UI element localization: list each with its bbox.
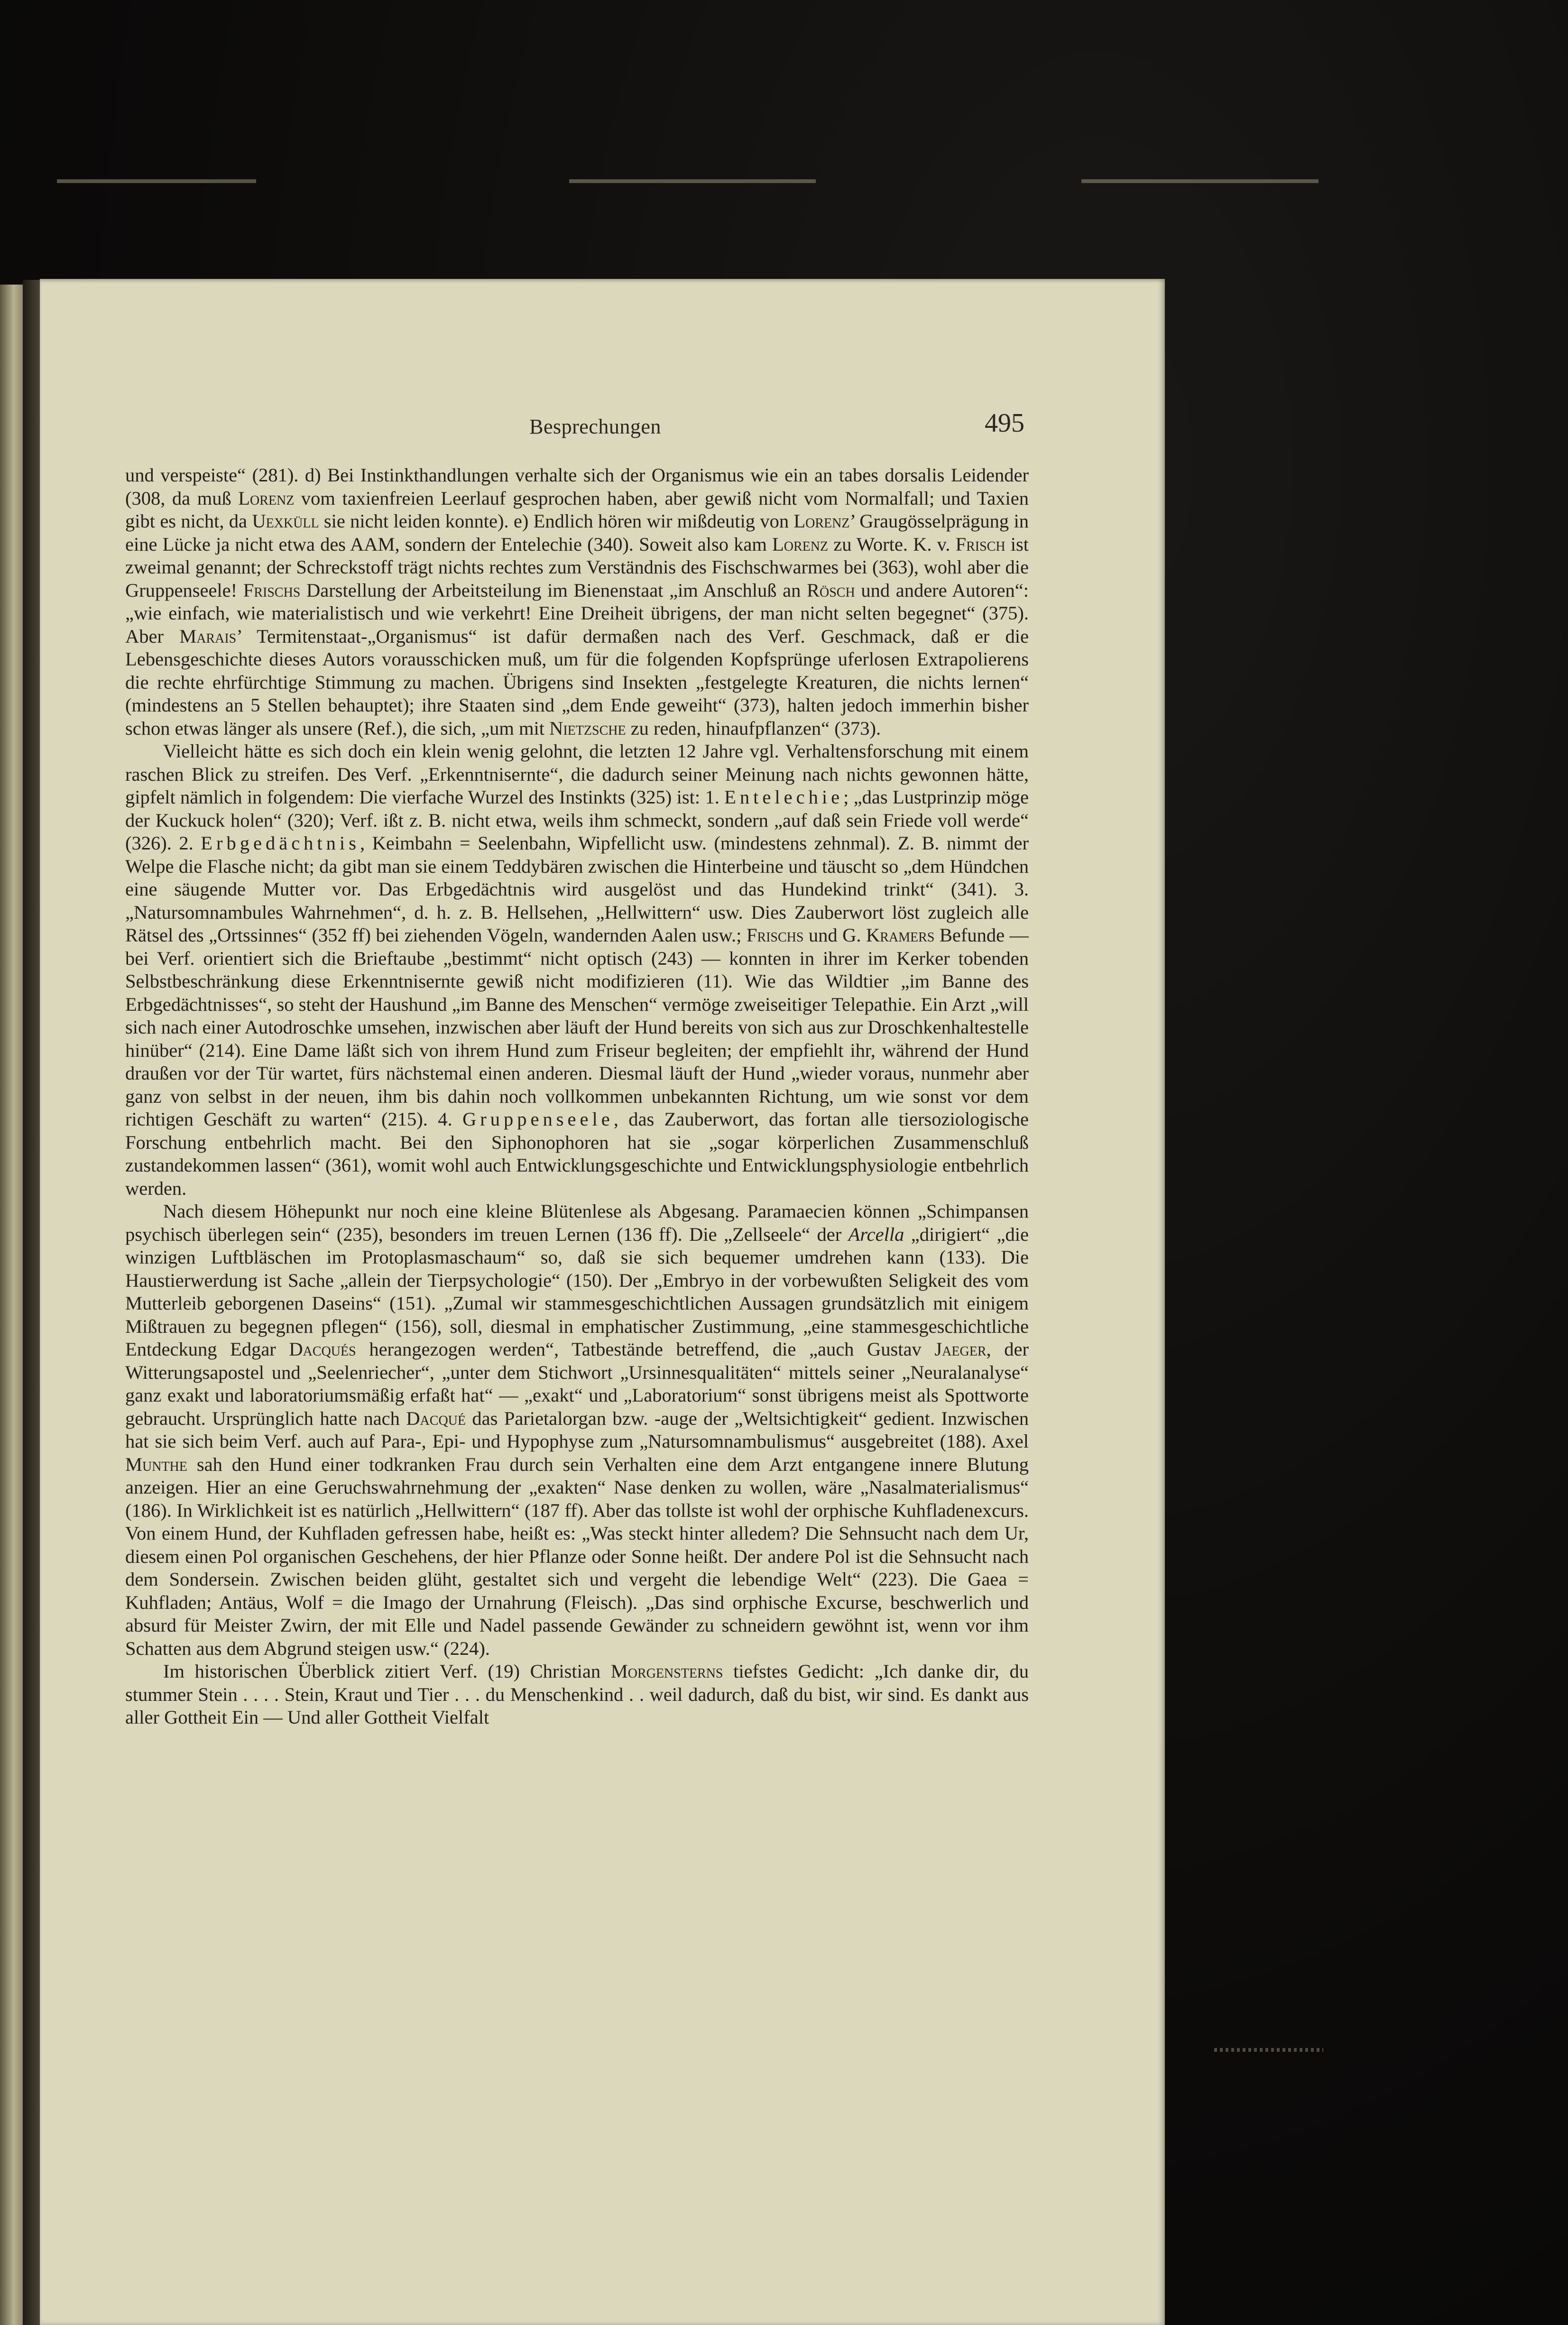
- author-name: Lorenz: [238, 487, 295, 509]
- author-name: Frischs: [243, 579, 301, 601]
- text-run: sah den Hund einer todkranken Frau durch sein Verhalten eine dem Arzt entgangene innere Blutung anzeigen. Hier an eine Geruchswahrnehmung der „exakten“ Nase denken zu wollen, wäre „Nasalmaterialismus“ (186). In Wirklichkeit ist es natürlich „Hellwittern“ (187 ff). Aber das tollste ist wohl der orphische Kuhfladenexcurs. Von einem Hund, der Kuhfladen gefressen habe, heißt es: „Was steckt hinter alledem? Die Sehnsucht nach dem Ur, diesem einen Pol organischen Geschehens, der hier Pflanze oder Sonne heißt. Der andere Pol ist die Sehnsucht nach dem Sondersein. Zwischen beiden glüht, gestaltet sich und vergeht die lebendige Welt“ (223). Die Gaea = Kuhfladen; Antäus, Wolf = die Imago der Urnahrung (Fleisch). „Das sind orphische Excurse, beschwerlich und absurd für Meister Zwirn, der mit Elle und Nadel passende Gewänder zu schneidern gewöhnt ist, wenn vor ihm Schatten aus dem Abgrund steigen usw.“ (224).: [125, 1453, 1029, 1659]
- text-run: „dirigiert“ „die winzigen Luftbläschen im Protoplasmaschaum“ so, daß sie sich bequemer umdrehen kann (133). Die Haustierwerdung ist Sache „allein der Tierpsychologie“ (150). Der „Embryo in der vorbewußten Seligkeit des vom Mutterleib geborgenen Daseins“ (151). „Zumal wir stammesgeschichtlichen Aussagen grundsätzlich mit einigem Mißtrauen zu begegnen pflegen“ (156), soll, diesmal in emphatischer Zustimmung, „eine stammesgeschichtliche Entdeckung Edgar: [125, 1223, 1029, 1360]
- scan-artifact-mark: [1214, 2048, 1323, 2052]
- author-name: Lorenz: [793, 510, 850, 532]
- text-run: herangezogen werden“, Tatbestände betreffend, die „auch Gustav: [356, 1338, 935, 1360]
- spaced-term: Erbgedächtnis: [201, 832, 360, 854]
- spaced-term: Gruppenseele: [462, 1108, 614, 1130]
- author-name: Lorenz: [772, 533, 829, 555]
- text-run: sie nicht leiden konnte). e) Endlich hören wir mißdeutig von: [319, 510, 794, 532]
- paragraph: [125, 1660, 1029, 1729]
- text-run: ’ Graugösselprägung in eine Lücke ja nicht etwa des AAM, sondern der Entelechie (340). Soweit also kam: [125, 510, 1029, 555]
- scan-artifact-mark: [57, 179, 256, 183]
- text-run: und G.: [803, 924, 866, 946]
- paragraph: [125, 1200, 1029, 1660]
- author-name: Munthe: [125, 1453, 187, 1475]
- text-run: tiefstes Gedicht: „Ich danke dir, du stummer Stein . . . . Stein, Kraut und Tier . . . du Menschenkind . . weil dadurch, daß du bist, wir sind. Es dankt aus aller Gottheit Ein — Und aller Gottheit Vielfalt: [125, 1661, 1029, 1728]
- text-run: ist zweimal genannt; der Schreckstoff trägt nichts rechtes zum Verständnis des Fischschwarmes bei (363), wohl aber die Gruppenseele!: [125, 533, 1029, 601]
- running-title: Besprechungen: [529, 415, 661, 438]
- author-name: Rösch: [806, 579, 855, 601]
- text-run: und verspeiste“ (281). d) Bei Instinkthandlungen verhalte sich der Organismus wie ein an tabes dorsalis Leidender (308, da muß: [125, 464, 1029, 509]
- italic-term: Arcella: [848, 1223, 904, 1245]
- text-run: Vielleicht hätte es sich doch ein klein wenig gelohnt, die letzten 12 Jahre vgl. Verhaltensforschung mit einem raschen Blick zu streifen. Des Verf. „Erkenntnisernte“, die dadurch seiner Meinung nach nichts gewonnen hätte, gipfelt nämlich in folgendem: Die vierfache Wurzel des Instinkts (325) ist: 1.: [125, 740, 1029, 808]
- text-run: , das Zauberwort, das fortan alle tiersoziologische Forschung entbehrlich macht. Bei den Siphonophoren hat sie „sogar körperlichen Zusammenschluß zustandekommen lassen“ (361), womit wohl auch Entwicklungsgeschichte und Entwicklungsphysiologie entbehrlich werden.: [125, 1108, 1029, 1199]
- text-run: zu reden, hinaufpflanzen“ (373).: [626, 717, 881, 739]
- paragraph: [125, 464, 1029, 740]
- text-run: Nach diesem Höhepunkt nur noch eine kleine Blütenlese als Abgesang. Paramaecien können „Schimpansen psychisch überlegen sein“ (235), besonders im treuen Lernen (136 ff). Die „Zellseele“ der: [125, 1200, 1029, 1245]
- page-number: 495: [985, 408, 1024, 438]
- author-name: Uexküll: [252, 510, 319, 532]
- text-run: , Keimbahn = Seelenbahn, Wipfellicht usw. (mindestens zehnmal). Z. B. nimmt der Welpe die Flasche nicht; da gibt man sie einem Teddybären zwischen die Hinterbeine und täuscht so „dem Hündchen eine säugende Mutter vor. Das Erbgedächtnis wird ausgelöst und das Hundekind trinkt“ (341). 3. „Natursomnambules Wahrnehmen“, d. h. z. B. Hellsehen, „Hellwittern“ usw. Dies Zauberwort löst zugleich alle Rätsel des „Ortssinnes“ (352 ff) bei ziehenden Vögeln, wandernden Aalen usw.;: [125, 832, 1029, 946]
- facing-page-edge: [0, 285, 23, 2325]
- text-run: Darstellung der Arbeitsteilung im Bienenstaat „im Anschluß an: [300, 579, 807, 601]
- text-run: ’ Termitenstaat-„Organismus“ ist dafür dermaßen nach des Verf. Geschmack, daß er die Lebensgeschichte dieses Autors vorausschicken muß, um für die folgenden Kopfsprünge uferlosen Extrapolierens die rechte ehrfürchtige Stimmung zu machen. Übrigens sind Insekten „festgelegte Kreaturen, die nichts lernen“ (mindestens an 5 Stellen behauptet); ihre Staaten sind „dem Ende geweiht“ (373), halten jedoch immerhin bisher schon etwas länger als unsere (Ref.), die sich, „um mit: [125, 625, 1029, 739]
- book-page: [40, 279, 1165, 2325]
- author-name: Dacqués: [289, 1338, 356, 1360]
- paragraph: [125, 740, 1029, 1200]
- author-name: Nietzsche: [549, 717, 626, 739]
- page-header: [166, 408, 1024, 446]
- text-run: Im historischen Überblick zitiert Verf. (19) Christian: [163, 1661, 611, 1682]
- text-run: zu Worte. K. v.: [828, 533, 956, 555]
- spaced-term: Entelechie: [724, 786, 844, 808]
- scan-artifact-mark: [1081, 179, 1319, 183]
- text-run: das Parietalorgan bzw. -auge der „Weltsichtigkeit“ gedient. Inzwischen hat sie sich beim Verf. auch auf Para-, Epi- und Hypophyse zum „Natursomnambulismus“ ausgebreitet (188). Axel: [125, 1407, 1029, 1452]
- author-name: Morgensterns: [610, 1661, 723, 1682]
- book-gutter-shadow: [23, 280, 40, 2325]
- author-name: Marais: [179, 625, 237, 647]
- author-name: Jaeger: [934, 1338, 987, 1360]
- author-name: Dacqué: [406, 1407, 466, 1429]
- scan-artifact-mark: [569, 179, 816, 183]
- author-name: Kramers: [866, 924, 935, 946]
- text-run: ; „das Lustprinzip möge der Kuckuck holen“ (320); Verf. ißt z. B. nicht etwa, weils ihm schmeckt, sondern „auf daß sein Friede voll werde“ (326). 2.: [125, 786, 1029, 854]
- text-run: , der Witterungsapostel und „Seelenriecher“, „unter dem Stichwort „Ursinnesqualitäten“ mittels seiner „Neuralanalyse“ ganz exakt und laboratoriumsmäßig erfaßt hat“ — „exakt“ und „Laboratorium“ sonst übrigens meist als Spottworte gebraucht. Ursprünglich hatte nach: [125, 1338, 1029, 1429]
- author-name: Frisch: [955, 533, 1005, 555]
- text-run: Befunde — bei Verf. orientiert sich die Brieftaube „bestimmt“ nicht optisch (243) — konnten in ihrer im Kerker tobenden Selbstbeschränkung diese Erkenntnisernte gewiß nicht modifizieren (11). Wie das Wildtier „im Banne des Erbgedächtnisses“, so steht der Haushund „im Banne des Menschen“ vermöge zweiseitiger Telepathie. Ein Arzt „will sich nach einer Autodroschke umsehen, inzwischen aber läuft der Hund bereits von sich aus zur Droschkenhaltestelle hinüber“ (214). Eine Dame läßt sich von ihrem Hund zum Friseur begleiten; der empfiehlt ihr, während der Hund draußen vor der Tür wartet, fürs nächstemal einen anderen. Diesmal läuft der Hund „wieder voraus, nunmehr aber ganz von selbst in der neuen, ihm bis dahin noch vollkommen unbekannten Richtung, um wie sonst vor dem richtigen Geschäft zu warten“ (215). 4.: [125, 924, 1029, 1130]
- text-run: vom taxienfreien Leerlauf gesprochen haben, aber gewiß nicht vom Normalfall; und Taxien gibt es nicht, da: [125, 487, 1029, 532]
- author-name: Frischs: [746, 924, 804, 946]
- text-run: und andere Autoren“: „wie einfach, wie materialistisch und wie verkehrt! Eine Dreiheit übrigens, der man nicht selten begegnet“ (375). Aber: [125, 579, 1029, 647]
- review-body-text: [125, 464, 1029, 2309]
